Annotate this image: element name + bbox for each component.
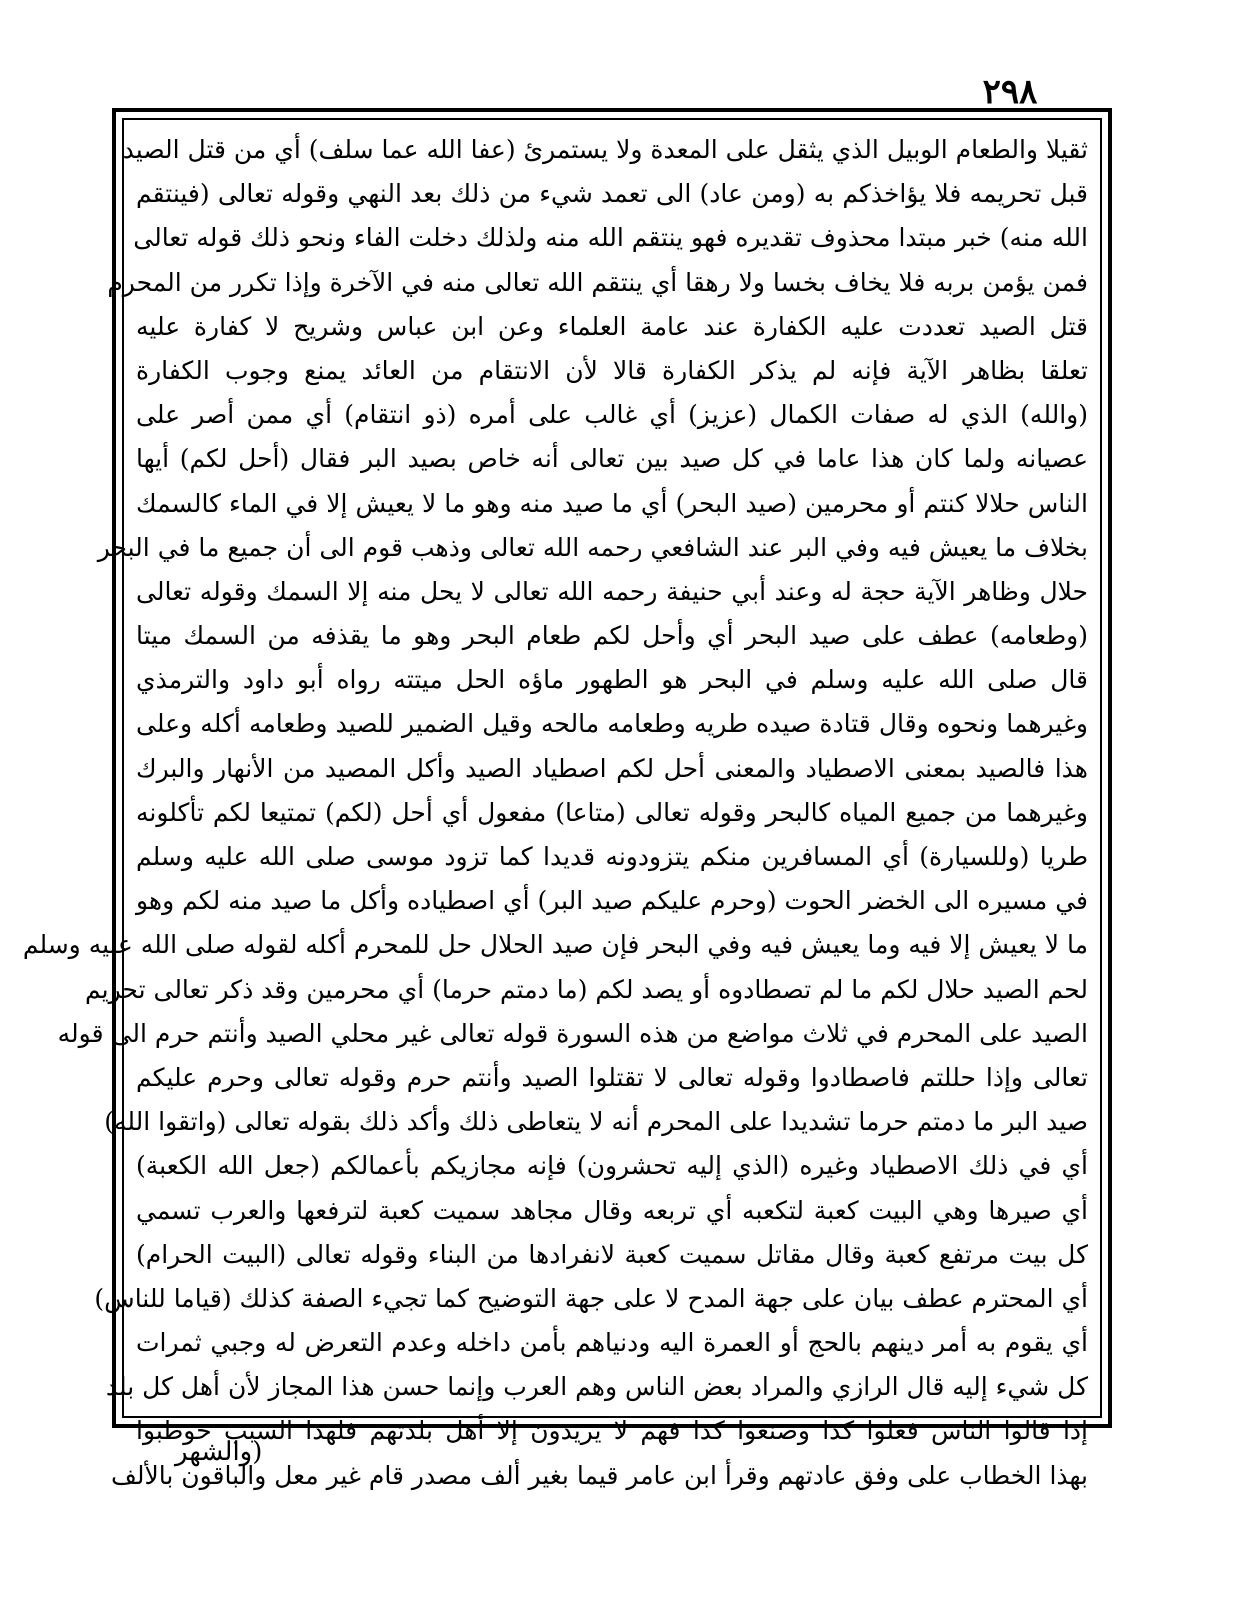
text-line: أي صيرها وهي البيت كعبة لتكعبه أي تربعه وقال مجاهد سميت كعبة لترفعها والعرب تسمي — [136, 1195, 1088, 1225]
text-line: صيد البر ما دمتم حرما تشديدا على المحرم أنه لا يتعاطى ذلك وأكد ذلك بقوله تعالى (واتقوا الله) — [104, 1107, 1088, 1137]
text-line: عصيانه ولما كان هذا عاما في كل صيد بين تعالى أنه خاص بصيد البر فقال (أحل لكم) أيها — [136, 444, 1088, 474]
text-line: في مسيره الى الخضر الحوت (وحرم عليكم صيد البر) أي اصطياده وأكل ما صيد منه لكم وهو — [136, 886, 1088, 916]
catchword: (والشهر — [175, 1437, 263, 1467]
text-line: الصيد على المحرم في ثلاث مواضع من هذه السورة قوله تعالى غير محلي الصيد وأنتم حرم الى قوله — [57, 1018, 1088, 1048]
text-line: تعلقا بظاهر الآية فإنه لم يذكر الكفارة قالا لأن الانتقام من العائد يمنع وجوب الكفارة — [136, 355, 1088, 385]
text-line: وغيرهما من جميع المياه كالبحر وقوله تعالى (متاعا) مفعول أي أحل (لكم) تمتيعا لكم تأكلونه — [136, 797, 1088, 827]
text-line: إذا قالوا الناس فعلوا كذا وصنعوا كذا فهم لا يريدون إلا أهل بلدتهم فلهذا السبب خوطبوا — [136, 1416, 1088, 1446]
text-line: وغيرهما ونحوه وقال قتادة صيده طريه وطعامه مالحه وقيل الضمير للصيد وطعامه أكله وعلى — [136, 709, 1088, 739]
text-line: طريا (وللسيارة) أي المسافرين منكم يتزودونه قديدا كما تزود موسى صلى الله عليه وسلم — [136, 842, 1088, 871]
text-line: قبل تحريمه فلا يؤاخذكم به (ومن عاد) الى تعمد شيء من ذلك بعد النهي وقوله تعالى (فينتقم — [136, 179, 1088, 209]
text-line: أي المحترم عطف بيان على جهة المدح لا على جهة التوضيح كما تجيء الصفة كذلك (قياما للناس) — [94, 1283, 1088, 1313]
text-line: الناس حلالا كنتم أو محرمين (صيد البحر) أي ما صيد منه وهو ما لا يعيش إلا في الماء كالسمك — [136, 488, 1088, 518]
text-line: لحم الصيد حلال لكم ما لم تصطادوه أو يصد لكم (ما دمتم حرما) أي محرمين وقد ذكر تعالى تحريم — [85, 974, 1088, 1004]
text-line: ما لا يعيش إلا فيه وما يعيش فيه وفي البحر فإن صيد الحلال حل للمحرم أكله لقوله صلى الله عليه وسلم — [22, 930, 1088, 960]
text-line: (وطعامه) عطف على صيد البحر أي وأحل لكم طعام البحر وهو ما يقذفه من السمك ميتا — [136, 621, 1088, 651]
text-line: تعالى وإذا حللتم فاصطادوا وقوله تعالى لا تقتلوا الصيد وأنتم حرم وقوله تعالى وحرم عليكم — [136, 1062, 1088, 1092]
text-line: أي في ذلك الاصطياد وغيره (الذي إليه تحشرون) فإنه مجازيكم بأعمالكم (جعل الله الكعبة) — [136, 1151, 1088, 1181]
text-line: أي يقوم به أمر دينهم بالحج أو العمرة اليه ودنياهم بأمن داخله وعدم التعرض له وجبي ثمرات — [136, 1328, 1088, 1358]
text-line: ثقيلا والطعام الوبيل الذي يثقل على المعدة ولا يستمرئ (عفا الله عما سلف) أي من قتل الصيد — [122, 135, 1088, 164]
text-line: قتل الصيد تعددت عليه الكفارة عند عامة العلماء وعن ابن عباس وشريح لا كفارة عليه — [136, 311, 1088, 341]
text-line: بهذا الخطاب على وفق عادتهم وقرأ ابن عامر قيما بغير ألف مصدر قام غير معل والباقون بالألف — [111, 1460, 1088, 1490]
text-line: قال صلى الله عليه وسلم في البحر هو الطهور ماؤه الحل ميتته رواه أبو داود والترمذي — [136, 665, 1088, 695]
text-line: هذا فالصيد بمعنى الاصطياد والمعنى أحل لكم اصطياد الصيد وأكل المصيد من الأنهار والبرك — [136, 753, 1088, 783]
text-line: بخلاف ما يعيش فيه وفي البر عند الشافعي رحمه الله تعالى وذهب قوم الى أن جميع ما في البحر — [97, 532, 1088, 562]
text-line: كل شيء إليه قال الرازي والمراد بعض الناس وهم العرب وإنما حسن هذا المجاز لأن أهل كل بلد — [105, 1372, 1088, 1402]
text-line: (والله) الذي له صفات الكمال (عزيز) أي غالب على أمره (ذو انتقام) أي ممن أصر على — [136, 400, 1088, 430]
text-line: حلال وظاهر الآية حجة له وعند أبي حنيفة رحمه الله تعالى لا يحل منه إلا السمك وقوله تعالى — [136, 576, 1088, 606]
text-line: كل بيت مرتفع كعبة وقال مقاتل سميت كعبة لانفرادها من البناء وقوله تعالى (البيت الحرام) — [136, 1239, 1088, 1269]
text-line: فمن يؤمن بربه فلا يخاف بخسا ولا رهقا أي ينتقم الله تعالى منه في الآخرة وإذا تكرر من المحرم — [107, 267, 1088, 297]
text-line: الله منه) خبر مبتدا محذوف تقديره فهو ينتقم الله منه ولذلك دخلت الفاء ونحو ذلك قوله تعالى — [133, 223, 1088, 253]
page-number: ٢٩٨ — [982, 72, 1038, 112]
